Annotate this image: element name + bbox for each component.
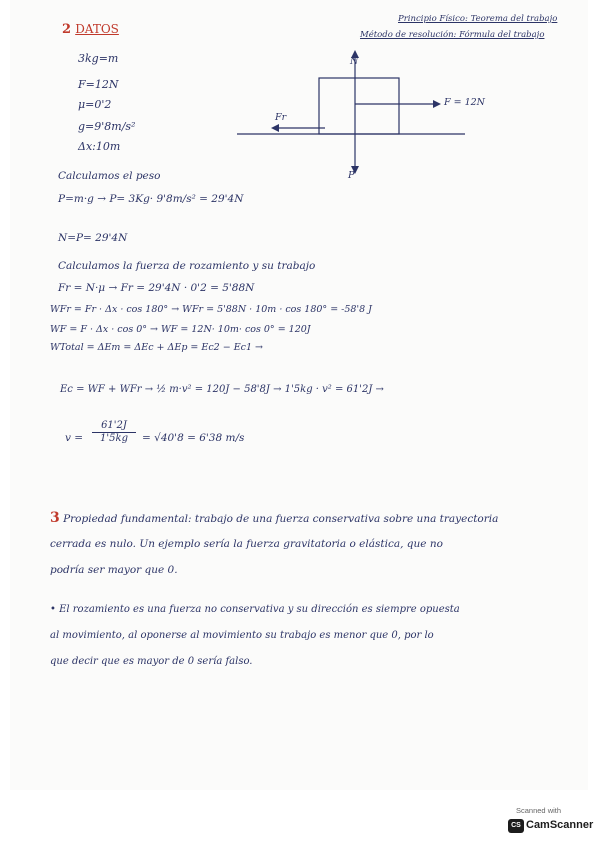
v-label: v =: [65, 432, 84, 444]
friction-arrowhead: [271, 124, 279, 132]
stamp-brand: CamScanner: [526, 819, 594, 831]
friction-equation: Fr = N·μ → Fr = 29'4N · 0'2 = 5'88N: [58, 282, 255, 294]
section-3-bullet-line-1: • El rozamiento es una fuerza no conservativa y su dirección es siempre opuesta: [50, 604, 460, 615]
weight-label: P: [348, 170, 355, 181]
friction-heading: Calculamos la fuerza de rozamiento y su trabajo: [58, 260, 316, 272]
weight-equation: P=m·g → P= 3Kg· 9'8m/s² = 29'4N: [58, 193, 244, 205]
section-3-bullet-line-3: que decir que es mayor de 0 sería falso.: [50, 656, 253, 667]
v-fraction: [92, 420, 136, 444]
normal-label: N: [350, 56, 359, 67]
wfr-equation: WFr = Fr · Δx · cos 180° → WFr = 5'88N · 10m · cos 180° = -58'8 J: [50, 304, 372, 315]
force-label: F = 12N: [444, 97, 485, 108]
v-denominator: 1'5kg: [100, 433, 128, 444]
wtotal-equation: WTotal = ΔEm = ΔEc + ΔEp = Ec2 − Ec1 →: [50, 342, 263, 353]
section-3-line-2: cerrada es nulo. Un ejemplo sería la fuerza gravitatoria o elástica, que no: [50, 538, 443, 550]
stamp-caption: Scanned with: [516, 806, 562, 815]
scanned-page: [10, 0, 588, 790]
v-result: = √40'8 = 6'38 m/s: [142, 432, 245, 444]
section-3-number: 3: [50, 510, 60, 526]
section-3-line-1: 3 Propiedad fundamental: trabajo de una fuerza conservativa sobre una trayectoria: [50, 510, 499, 526]
data-mass: 3kg=m: [78, 52, 119, 65]
data-mu: μ=0'2: [78, 98, 112, 111]
camscanner-logo-icon: CS: [508, 819, 524, 833]
section-2-heading: [62, 22, 119, 37]
camscanner-watermark: [508, 806, 594, 840]
section-2-title: DATOS: [75, 22, 119, 36]
v-numerator: 61'2J: [92, 420, 136, 433]
section-3-line-3: podría ser mayor que 0.: [50, 564, 178, 576]
method-note: Método de resolución: Fórmula del trabajo: [360, 30, 545, 40]
data-force: F=12N: [78, 78, 119, 91]
data-distance: Δx:10m: [78, 140, 121, 153]
force-arrowhead: [433, 100, 441, 108]
normal-equation: N=P= 29'4N: [58, 232, 128, 244]
block: [319, 78, 399, 134]
ec-equation: Ec = WF + WFr → ½ m·v² = 120J − 58'8J → 1'5kg · v² = 61'2J →: [60, 384, 384, 395]
section-2-number: 2: [62, 22, 72, 37]
wf-equation: WF = F · Δx · cos 0° → WF = 12N· 10m· cos 0° = 120J: [50, 324, 311, 335]
weight-heading: Calculamos el peso: [58, 170, 161, 182]
friction-label: Fr: [275, 112, 287, 123]
bullet: •: [50, 604, 56, 615]
principle-note: Principio Físico: Teorema del trabajo: [398, 14, 558, 24]
data-gravity: g=9'8m/s²: [78, 120, 136, 133]
section-3-bullet-line-2: al movimiento, al oponerse al movimiento su trabajo es menor que 0, por lo: [50, 630, 434, 641]
